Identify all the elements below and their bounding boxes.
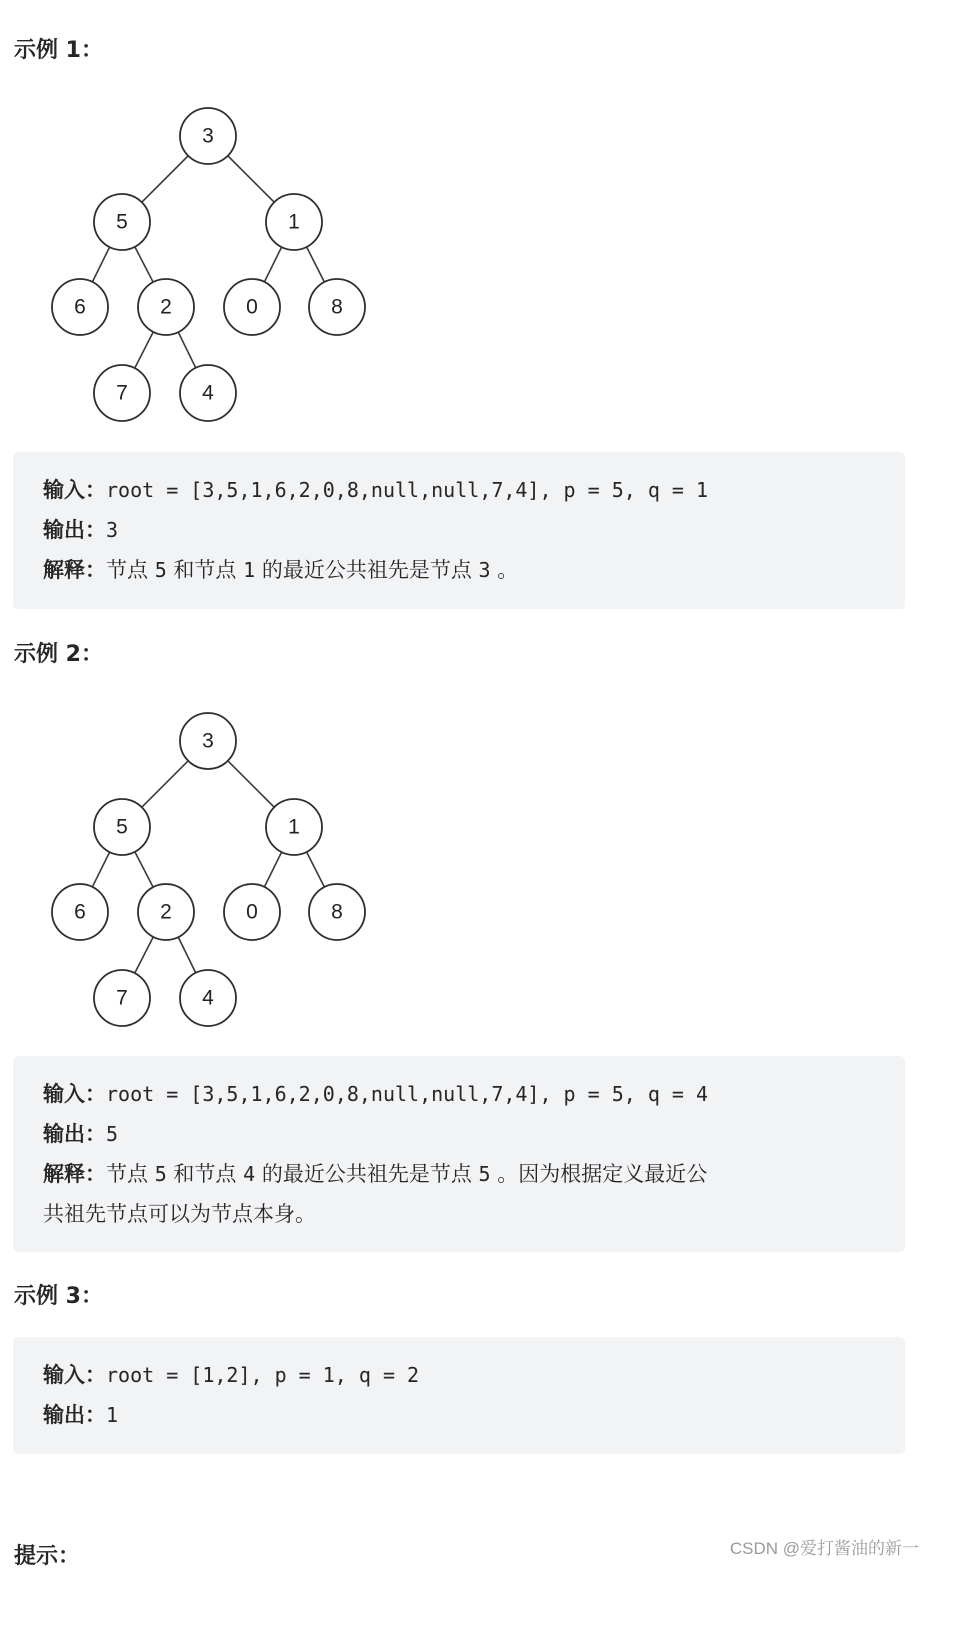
tree-node [52,279,108,335]
tree-node [94,799,150,855]
example-2-tree-diagram [40,705,380,1035]
explanation-value: 3 [478,558,491,582]
input-value: root = [3,5,1,6,2,0,8,null,null,7,4], p = 5, q = 1 [106,478,709,502]
output-row [43,1395,873,1435]
explanation-text: 节点 [106,1162,155,1186]
node-label: 6 [74,900,86,924]
output-label: 输出： [43,1121,106,1146]
csdn-watermark: CSDN @爱打酱油的新一 [729,1539,919,1558]
output-row [43,1114,873,1154]
input-row [43,1355,873,1395]
explanation-value: 1 [243,558,256,582]
tree-node [94,365,150,421]
tree-node [224,884,280,940]
node-label: 0 [246,900,258,924]
example-3-code-block [13,1337,905,1454]
output-value: 3 [106,518,119,542]
node-label: 2 [160,900,172,924]
node-label: 1 [288,815,300,839]
output-value: 5 [106,1122,119,1146]
output-row [43,510,873,550]
example-3-heading: 示例 3： [14,1284,103,1309]
hint-heading: 提示： [14,1544,81,1569]
example-1-code-block [13,452,905,609]
output-value: 1 [106,1403,119,1427]
input-label: 输入： [43,1081,106,1106]
example-2-code-block [13,1056,905,1252]
explanation-text: 。 [490,558,519,582]
tree-node [138,279,194,335]
node-label: 2 [160,295,172,319]
explanation-row [43,1154,873,1194]
output-label: 输出： [43,517,106,542]
explanation-text: 和节点 [166,1162,244,1186]
input-value: root = [3,5,1,6,2,0,8,null,null,7,4], p = 5, q = 4 [106,1082,709,1106]
node-label: 8 [331,295,343,319]
explanation-row [43,550,873,590]
tree-node [309,884,365,940]
output-label: 输出： [43,1402,106,1427]
tree-edges [80,136,337,393]
input-row [43,1074,873,1114]
node-label: 1 [288,210,300,234]
node-label: 3 [202,124,214,148]
explanation-row-continued [43,1194,873,1234]
node-label: 0 [246,295,258,319]
explanation-text: 和节点 [166,558,244,582]
explanation-text: 的最近公共祖先是节点 [255,558,479,582]
tree-node [52,884,108,940]
tree-node [180,365,236,421]
node-label: 6 [74,295,86,319]
node-label: 3 [202,729,214,753]
tree-node [180,108,236,164]
input-label: 输入： [43,477,106,502]
example-1-heading: 示例 1： [14,38,103,63]
explanation-text: 。因为根据定义最近公 [490,1162,708,1186]
tree-node [94,970,150,1026]
example-2-heading: 示例 2： [14,642,103,667]
node-label: 7 [116,986,128,1010]
explanation-text: 节点 [106,558,155,582]
input-row [43,470,873,510]
tree-node [266,799,322,855]
explanation-value: 4 [243,1162,256,1186]
explanation-text: 的最近公共祖先是节点 [255,1162,479,1186]
explanation-label: 解释： [43,557,106,582]
explanation-value: 5 [478,1162,491,1186]
tree-node [224,279,280,335]
node-label: 7 [116,381,128,405]
tree-node [180,713,236,769]
input-value: root = [1,2], p = 1, q = 2 [106,1363,420,1387]
tree-node [266,194,322,250]
tree-node [94,194,150,250]
tree-node [309,279,365,335]
explanation-text: 共祖先节点可以为节点本身。 [43,1202,316,1226]
node-label: 5 [116,815,128,839]
node-label: 4 [202,381,214,405]
explanation-label: 解释： [43,1161,106,1186]
example-1-tree-diagram [40,100,380,430]
tree-node [180,970,236,1026]
tree-edges [80,741,337,998]
node-label: 5 [116,210,128,234]
input-label: 输入： [43,1362,106,1387]
tree-node [138,884,194,940]
explanation-value: 5 [154,1162,167,1186]
node-label: 4 [202,986,214,1010]
node-label: 8 [331,900,343,924]
explanation-value: 5 [154,558,167,582]
